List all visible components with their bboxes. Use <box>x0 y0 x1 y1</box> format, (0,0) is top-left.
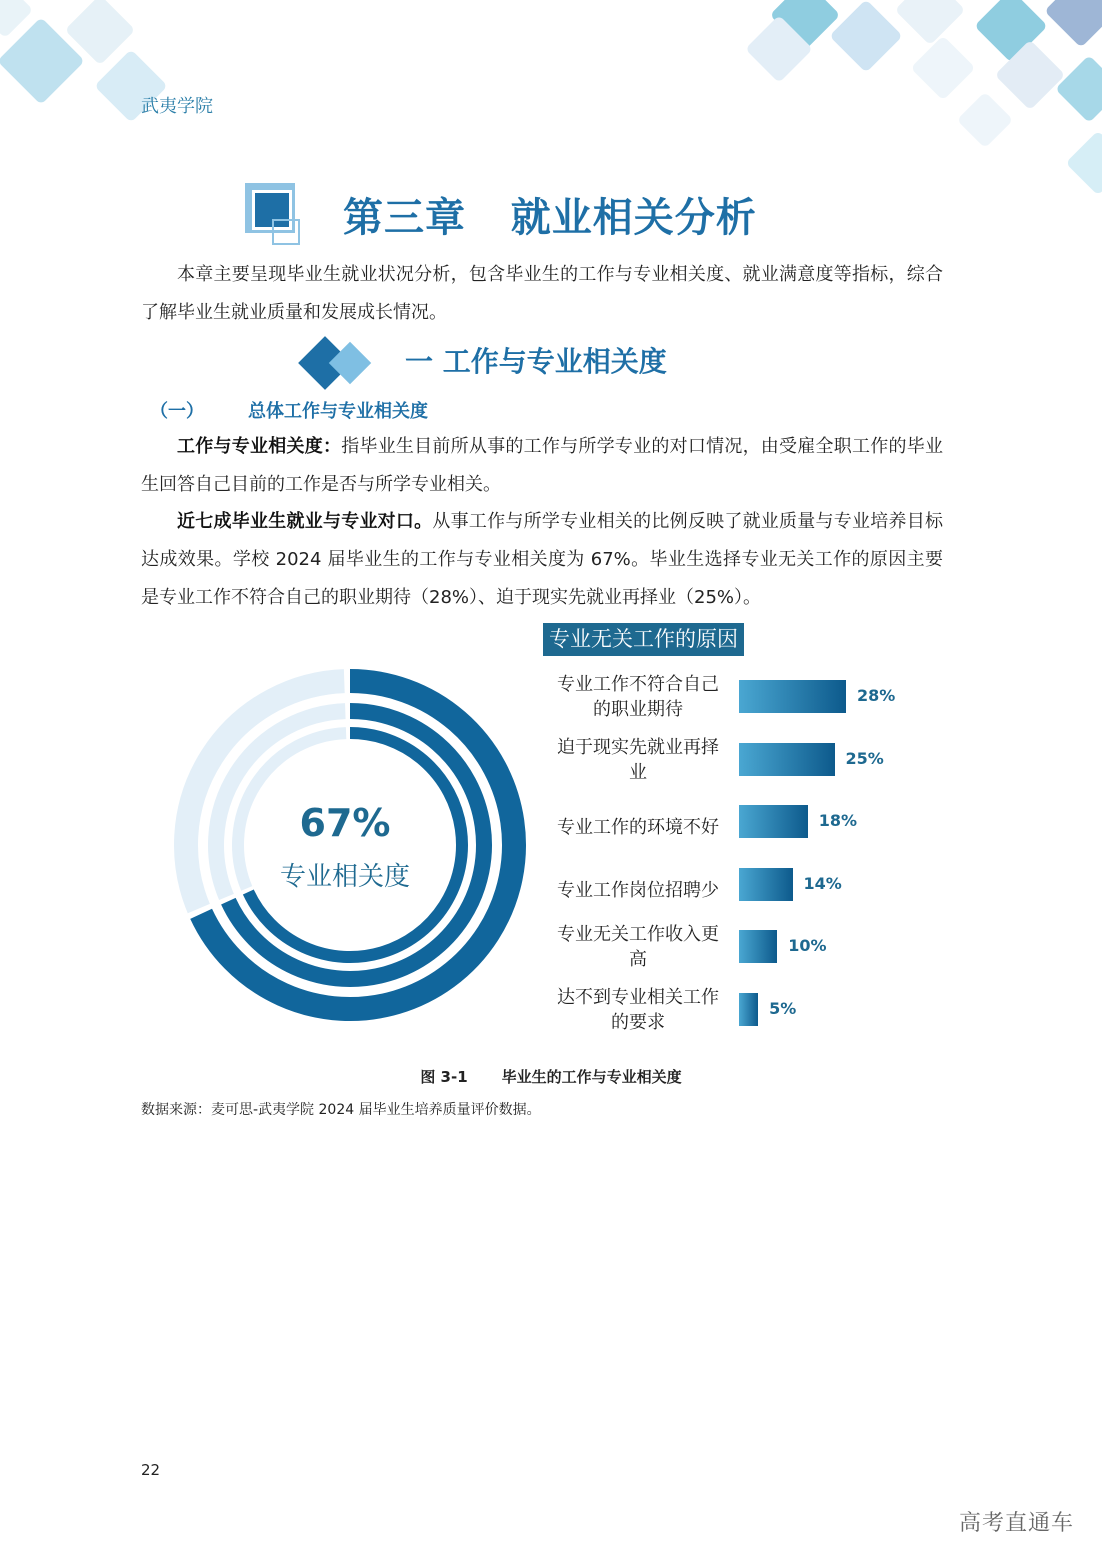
bar-category-label <box>548 672 728 722</box>
decorative-diamond <box>957 92 1014 149</box>
page-number: 22 <box>141 1461 161 1479</box>
bar <box>739 993 758 1026</box>
bar-value-label: 10% <box>788 936 827 956</box>
decorative-diamond <box>1044 0 1102 48</box>
decorative-diamond <box>910 35 975 100</box>
bar <box>739 805 808 838</box>
bar-category-label-line: 业 <box>629 761 647 783</box>
finding-paragraph <box>141 503 943 617</box>
bar-value-label: 14% <box>803 873 842 893</box>
finding-text: 从事工作与所学专业相关的比例反映了就业质量与专业培养目标达成效果。学校 2024 届毕业生的工作与专业相关度为 67%。毕业生选择专业无关工作的原因主要是专业工作不符合自己的职业期待（28%）、迫于现实先就业再择业（25%）。 <box>141 511 944 608</box>
decorative-diamond <box>1055 55 1102 123</box>
subsection-number: （一） <box>150 401 204 422</box>
figure-caption-text: 毕业生的工作与专业相关度 <box>501 1068 682 1086</box>
definition-text: 指毕业生目前所从事的工作与所学专业的对口情况，由受雇全职工作的毕业生回答自己目前的工作是否与所学专业相关。 <box>141 436 944 495</box>
watermark: 高考直通车 <box>958 1511 1074 1536</box>
bar-value-label: 25% <box>845 748 884 768</box>
donut-center-label: 专业相关度 <box>279 862 410 892</box>
definition-paragraph <box>141 428 943 504</box>
relevance-donut-chart <box>170 665 530 1025</box>
figure-caption <box>0 1066 1102 1087</box>
decorative-diamond <box>829 0 903 73</box>
bar-value-label: 18% <box>818 811 858 831</box>
bar <box>739 930 777 963</box>
bar-category-label <box>548 922 728 972</box>
decorative-diamond <box>895 0 966 45</box>
bar-category-label-line: 专业工作的环境不好 <box>557 817 719 839</box>
bar-category-label-line: 专业工作不符合自己 <box>557 674 719 695</box>
finding-lead: 近七成毕业生就业与专业对口。 <box>177 511 433 532</box>
bar <box>739 868 793 901</box>
intro-paragraph: 本章主要呈现毕业生就业状况分析，包含毕业生的工作与专业相关度、就业满意度等指标，综合了解毕业生就业质量和发展成长情况。 <box>141 264 943 323</box>
bar-category-label-line: 的要求 <box>611 1012 665 1033</box>
section-title: 一 工作与专业相关度 <box>405 345 667 378</box>
decorative-diamond <box>1065 130 1102 195</box>
donut-value-ring-2 <box>248 733 462 957</box>
data-source: 数据来源：麦可思-武夷学院 2024 届毕业生培养质量评价数据。 <box>141 1102 541 1118</box>
bar-category-label-line: 达不到专业相关工作 <box>557 987 719 1008</box>
header-title: 武夷学院 <box>141 96 213 117</box>
bar <box>739 680 846 713</box>
definition-term: 工作与专业相关度： <box>177 436 342 457</box>
subsection-title: 总体工作与专业相关度 <box>248 401 428 422</box>
chapter-icon-outline <box>272 219 300 245</box>
subsection-heading <box>150 397 428 423</box>
bar-category-label <box>548 985 728 1035</box>
bar-value-label: 5% <box>769 999 797 1018</box>
bar-category-label <box>548 878 728 903</box>
donut-value-ring-1 <box>228 711 484 979</box>
bar-category-label-line: 的职业期待 <box>593 699 683 720</box>
donut-center-value: 67% <box>299 801 391 845</box>
bar-category-label-line: 专业工作岗位招聘少 <box>557 879 719 901</box>
bar-chart-title: 专业无关工作的原因 <box>543 623 744 656</box>
bar-category-label <box>548 735 728 785</box>
bar-category-label-line: 高 <box>629 949 647 971</box>
bar-category-label-line: 迫于现实先就业再择 <box>557 736 719 758</box>
bar-category-label-line: 专业无关工作收入更 <box>557 924 719 946</box>
bar-value-label: 28% <box>857 686 896 705</box>
chapter-title: 第三章 就业相关分析 <box>343 195 757 241</box>
bar-category-label <box>548 815 728 840</box>
bar <box>739 743 835 776</box>
figure-number: 图 3-1 <box>420 1068 468 1086</box>
